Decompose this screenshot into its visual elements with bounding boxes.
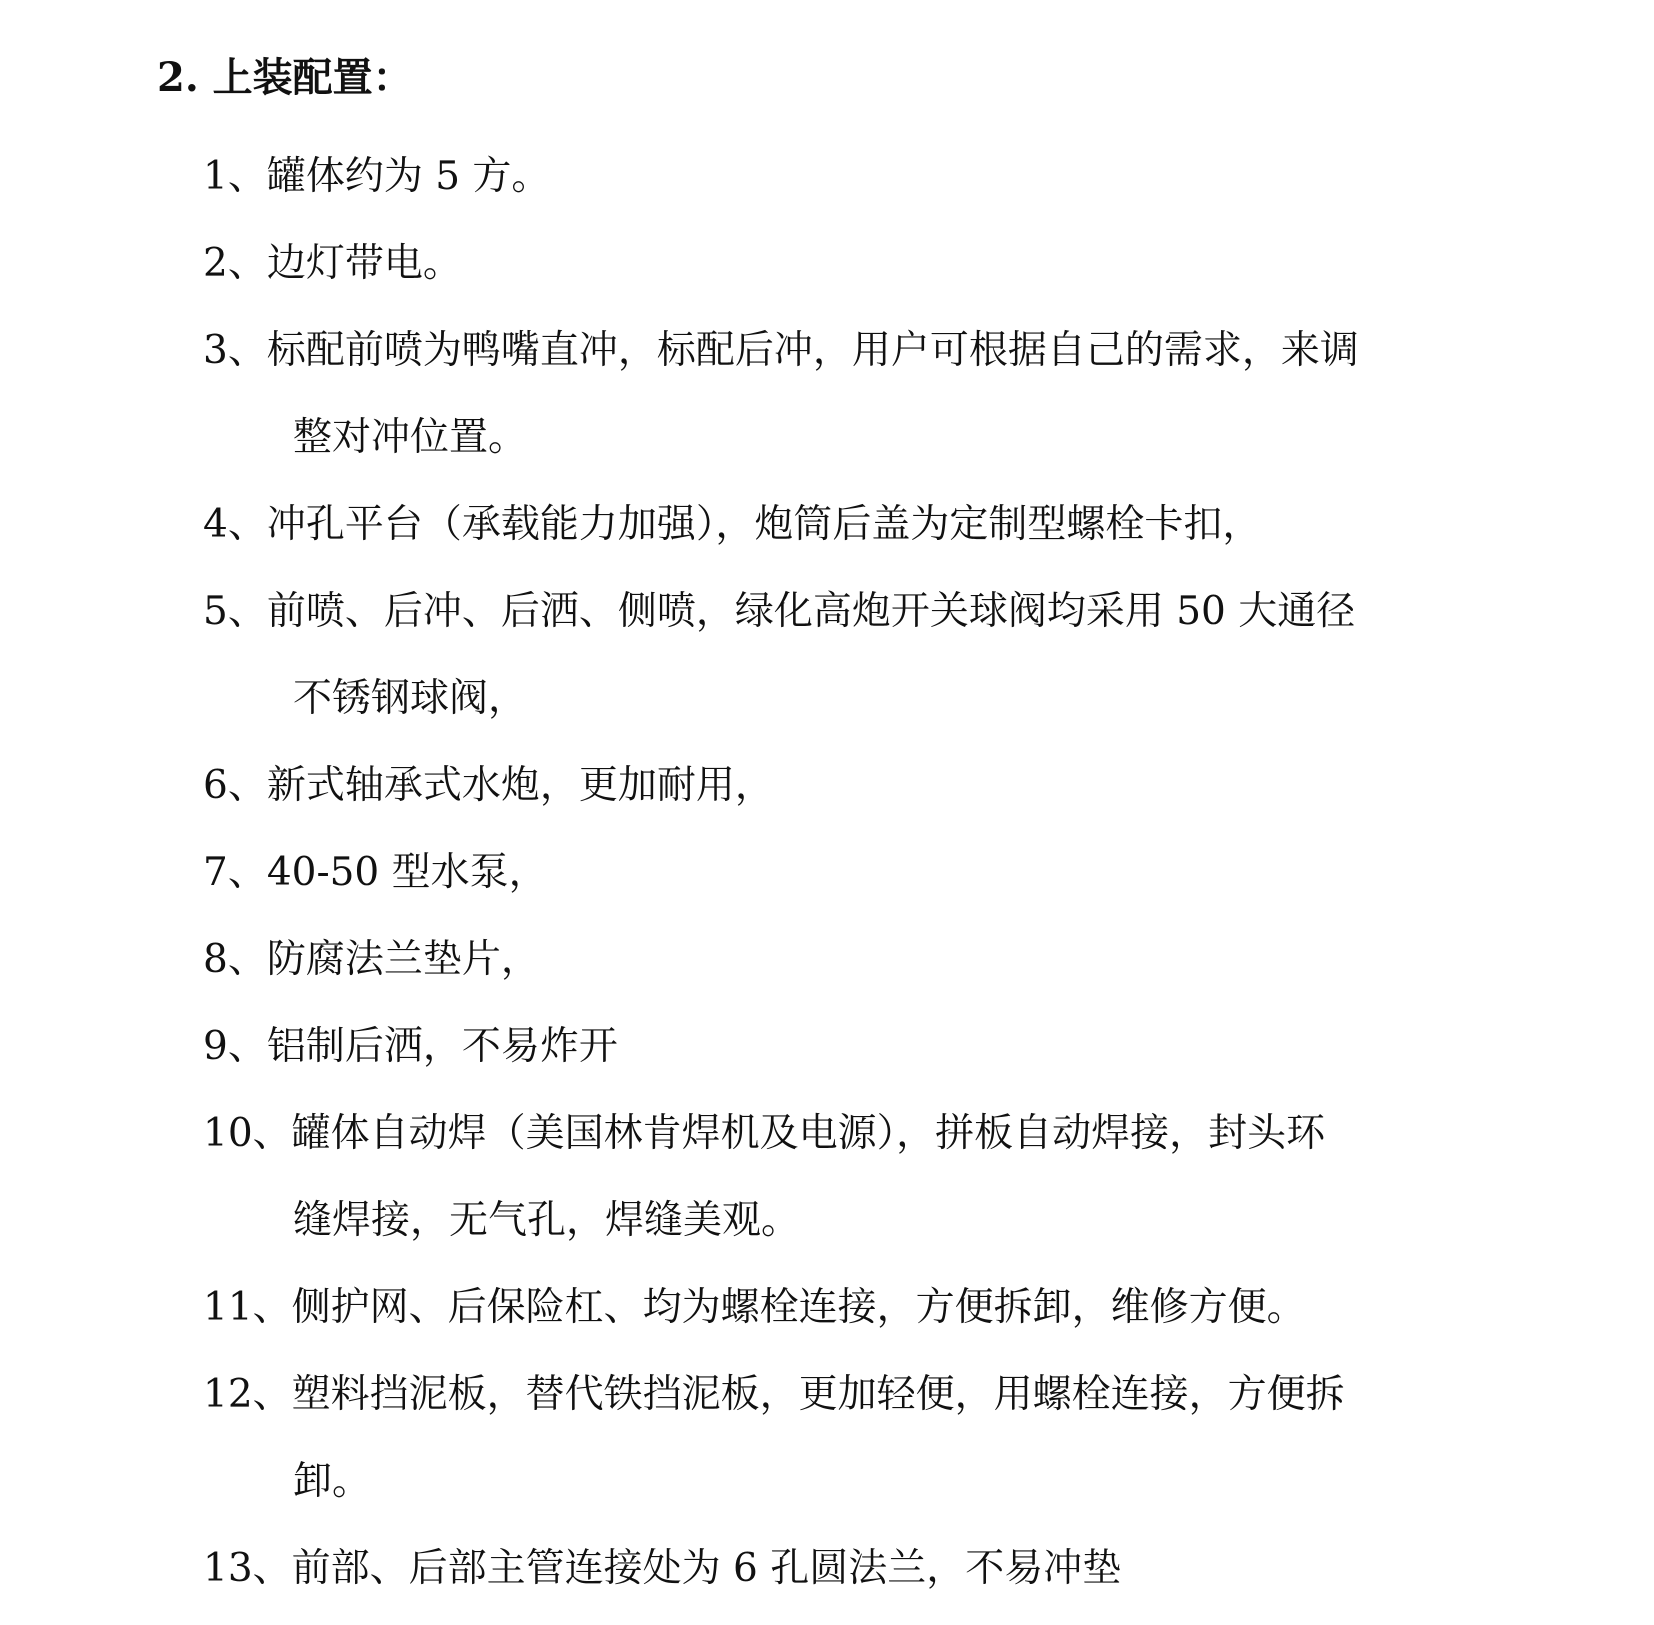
- list-item-2: [203, 220, 1513, 307]
- item-text: 2、边灯带电。: [203, 241, 462, 286]
- item-text-continuation: 整对冲位置。: [293, 415, 528, 460]
- item-text: 10、罐体自动焊（美国林肯焊机及电源），拼板自动焊接，封头环: [203, 1111, 1326, 1156]
- list-item-1: [203, 133, 1513, 220]
- item-text: 5、前喷、后冲、后洒、侧喷，绿化高炮开关球阀均采用 50 大通径: [203, 589, 1356, 634]
- item-text: 8、防腐法兰垫片，: [203, 937, 540, 982]
- item-text: 1、罐体约为 5 方。: [203, 154, 551, 199]
- list-item-8: [203, 916, 1513, 1003]
- item-text: 11、侧护网、后保险杠、均为螺栓连接，方便拆卸，维修方便。: [203, 1285, 1306, 1330]
- list-item-10: [203, 1090, 1513, 1264]
- item-text: 7、40-50 型水泵，: [203, 850, 548, 895]
- list-item-13: [203, 1525, 1513, 1612]
- list-item-4: [203, 481, 1513, 568]
- item-text-continuation: 不锈钢球阀，: [293, 676, 528, 721]
- item-text-continuation: 缝焊接，无气孔，焊缝美观。: [293, 1198, 801, 1243]
- item-text: 13、前部、后部主管连接处为 6 孔圆法兰，不易冲垫: [203, 1546, 1122, 1591]
- item-text: 3、标配前喷为鸭嘴直冲，标配后冲，用户可根据自己的需求，来调: [203, 328, 1359, 373]
- item-text-continuation: 卸。: [293, 1459, 372, 1504]
- item-text: 12、塑料挡泥板，替代铁挡泥板，更加轻便，用螺栓连接，方便拆: [203, 1372, 1345, 1417]
- list-item-12: [203, 1351, 1513, 1525]
- list-item-7: [203, 829, 1513, 916]
- item-text: 4、冲孔平台（承载能力加强），炮筒后盖为定制型螺栓卡扣，: [203, 502, 1262, 547]
- list-item-5: [203, 568, 1513, 742]
- list-item-11: [203, 1264, 1513, 1351]
- list-item-3: [203, 307, 1513, 481]
- item-text: 6、新式轴承式水炮，更加耐用，: [203, 763, 774, 808]
- list-item-9: [203, 1003, 1513, 1090]
- list-item-6: [203, 742, 1513, 829]
- config-list: [203, 133, 1513, 1612]
- item-text: 9、铝制后洒，不易炸开: [203, 1024, 618, 1069]
- section-heading: 2. 上装配置：: [157, 54, 413, 101]
